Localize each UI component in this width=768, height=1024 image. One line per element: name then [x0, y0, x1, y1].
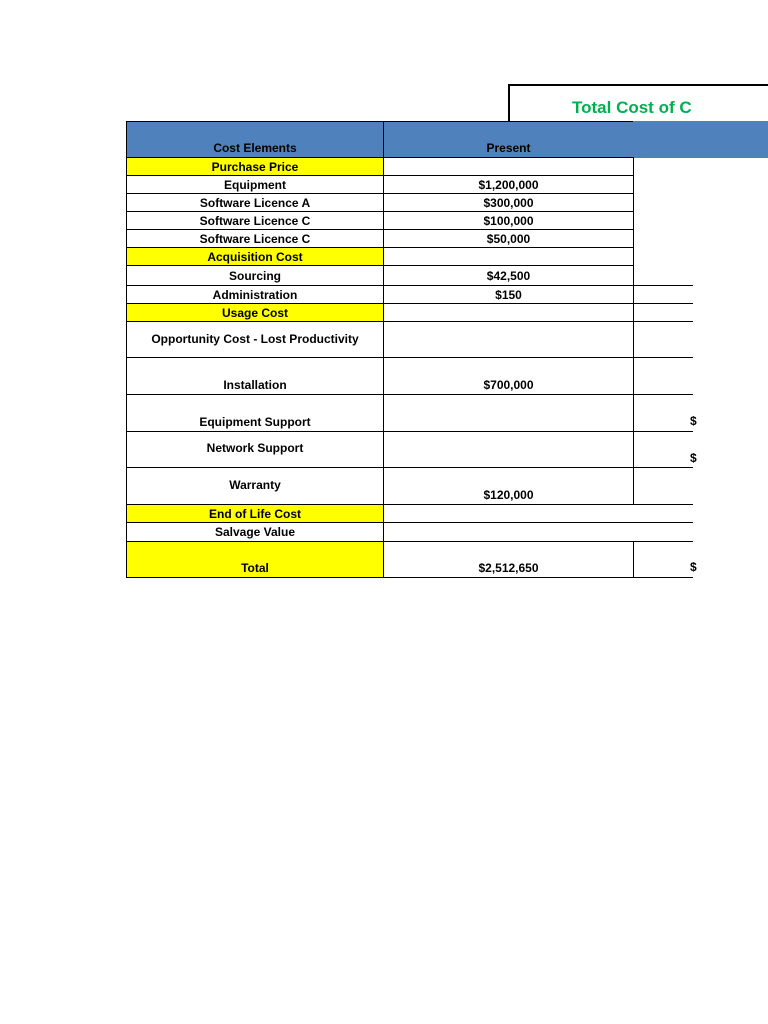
row-salvage-label[interactable]: Salvage Value [126, 522, 384, 542]
row-opportunity-present[interactable] [383, 321, 634, 358]
row-sourcing-label[interactable]: Sourcing [126, 265, 384, 286]
row-equipment-support-label[interactable]: Equipment Support [126, 394, 384, 432]
row-software-c2-present[interactable]: $50,000 [383, 229, 634, 248]
section-purchase-price[interactable]: Purchase Price [126, 157, 384, 176]
cell-usage-present[interactable] [383, 303, 634, 322]
row-software-a-label[interactable]: Software Licence A [126, 193, 384, 212]
cell-acquisition-present[interactable] [383, 247, 634, 266]
row-equipment-present[interactable]: $1,200,000 [383, 175, 634, 194]
row-network-support-present[interactable] [383, 431, 634, 468]
clipped-region [693, 158, 768, 1024]
row-equipment-label[interactable]: Equipment [126, 175, 384, 194]
row-software-c1-label[interactable]: Software Licence C [126, 211, 384, 230]
row-equipment-support-present[interactable] [383, 394, 634, 432]
clipped-dollar-total: $ [690, 560, 697, 574]
row-software-c1-present[interactable]: $100,000 [383, 211, 634, 230]
row-total-present[interactable]: $2,512,650 [383, 541, 634, 578]
row-opportunity-label[interactable]: Opportunity Cost - Lost Productivity [126, 321, 384, 358]
row-software-c2-label[interactable]: Software Licence C [126, 229, 384, 248]
row-software-a-present[interactable]: $300,000 [383, 193, 634, 212]
section-end-of-life-cost[interactable]: End of Life Cost [126, 504, 384, 523]
row-administration-present[interactable]: $150 [383, 285, 634, 304]
sheet-title: Total Cost of C [572, 98, 692, 117]
header-cost-elements[interactable]: Cost Elements [126, 121, 384, 158]
clipped-dollar-equipment-support: $ [690, 414, 697, 428]
row-total-label[interactable]: Total [126, 541, 384, 578]
row-network-support-label[interactable]: Network Support [126, 431, 384, 468]
header-next-column[interactable] [633, 121, 768, 158]
row-installation-label[interactable]: Installation [126, 357, 384, 395]
row-sourcing-present[interactable]: $42,500 [383, 265, 634, 286]
cell-purchase-price-present[interactable] [383, 157, 634, 176]
row-administration-label[interactable]: Administration [126, 285, 384, 304]
section-acquisition-cost[interactable]: Acquisition Cost [126, 247, 384, 266]
row-warranty-label[interactable]: Warranty [126, 467, 384, 505]
row-warranty-present[interactable]: $120,000 [383, 467, 634, 505]
row-installation-present[interactable]: $700,000 [383, 357, 634, 395]
clipped-dollar-network-support: $ [690, 451, 697, 465]
header-present[interactable]: Present [383, 121, 634, 158]
section-usage-cost[interactable]: Usage Cost [126, 303, 384, 322]
